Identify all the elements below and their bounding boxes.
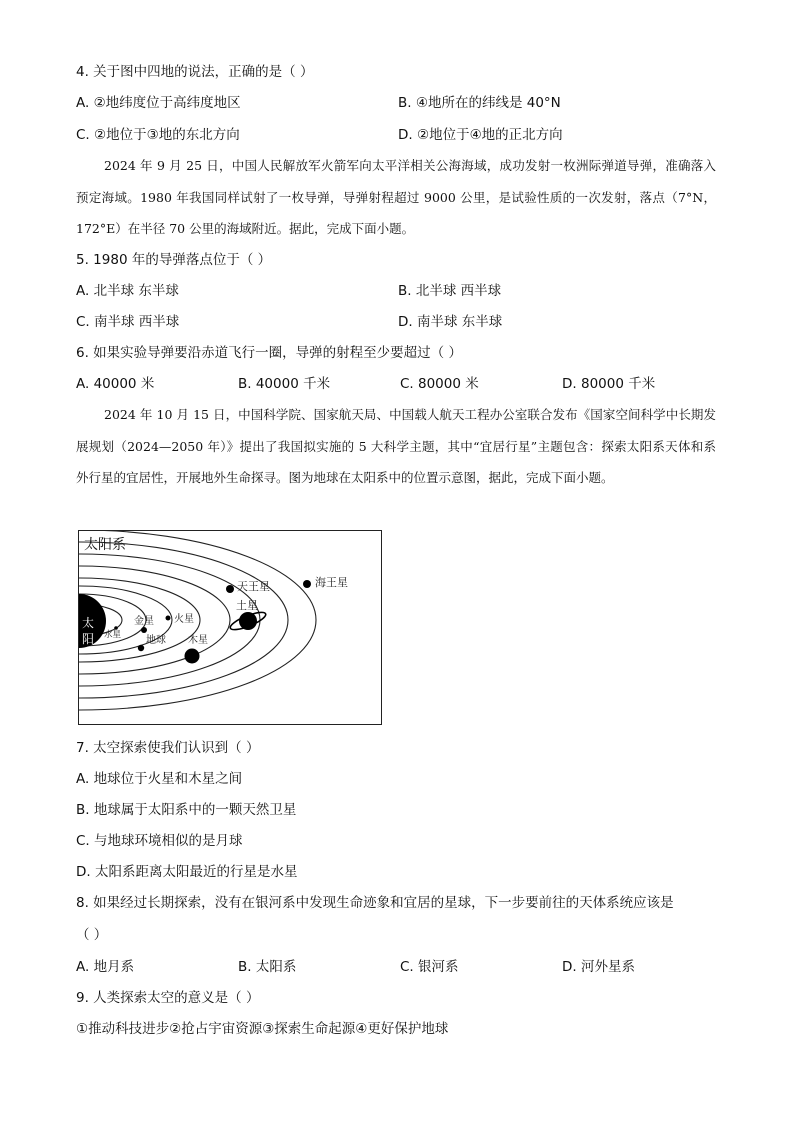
solar-system-figure [78, 530, 382, 725]
mars-label: 火星 [174, 614, 194, 625]
sun-label-1: 太 [82, 616, 95, 630]
q4-option-c: C. ②地位于③地的东北方向 [76, 127, 240, 143]
q7-option-b: B. 地球属于太阳系中的一颗天然卫星 [76, 802, 297, 818]
passage-space-plan: 2024 年 10 月 15 日，中国科学院、国家航天局、中国载人航天工程办公室联合发布《国家空间科学中长期发展规划（2024—2050 年）》提出了我国拟实施的 5 大科学主题，其中“宜居行星”主题包含：探索太阳系天体和系外行星的宜居性，开展地外生命探寻。图为地球在太阳系中的位置示意图，据此，完成下面小题。 [76, 407, 716, 485]
q6-option-d: D. 80000 千米 [562, 376, 656, 392]
q7-option-c: C. 与地球环境相似的是月球 [76, 833, 243, 849]
q8-option-b: B. 太阳系 [238, 959, 297, 975]
q6-stem: 6. 如果实验导弹要沿赤道飞行一圈，导弹的射程至少要超过（ ） [76, 345, 462, 361]
jupiter-icon [185, 649, 200, 664]
jupiter-label: 木星 [188, 635, 208, 646]
q8-option-c: C. 银河系 [400, 959, 459, 975]
q4-option-a: A. ②地纬度位于高纬度地区 [76, 95, 241, 111]
saturn-label: 土星 [236, 599, 258, 612]
q9-items: ①推动科技进步②抢占宇宙资源③探索生命起源④更好保护地球 [76, 1021, 449, 1037]
earth-label: 地球 [146, 635, 166, 646]
neptune-icon [303, 580, 311, 588]
solar-system-diagram [78, 530, 382, 725]
q7-stem: 7. 太空探索使我们认识到（ ） [76, 740, 260, 756]
q5-option-c: C. 南半球 西半球 [76, 314, 180, 330]
q7-option-d: D. 太阳系距离太阳最近的行星是水星 [76, 864, 298, 880]
q5-option-a: A. 北半球 东半球 [76, 283, 179, 299]
q8-option-d: D. 河外星系 [562, 959, 635, 975]
mercury-label: 水星 [104, 630, 122, 640]
venus-label: 金星 [134, 616, 154, 627]
q5-option-b: B. 北半球 西半球 [398, 283, 502, 299]
q6-option-b: B. 40000 千米 [238, 376, 331, 392]
q5-stem: 5. 1980 年的导弹落点位于（ ） [76, 252, 272, 268]
figure-title: 太阳系 [84, 537, 126, 553]
q8-paren: （ ） [76, 927, 108, 943]
q7-option-a: A. 地球位于火星和木星之间 [76, 771, 243, 787]
venus-icon [141, 627, 147, 633]
earth-icon [138, 645, 144, 651]
neptune-label: 海王星 [315, 576, 348, 589]
q6-option-c: C. 80000 米 [400, 376, 479, 392]
passage-missile: 2024 年 9 月 25 日，中国人民解放军火箭军向太平洋相关公海海域，成功发射一枚洲际弹道导弹，准确落入预定海域。1980 年我国同样试射了一枚导弹，导弹射程超过 9000 公里，是试验性质的一次发射，落点（7°N，172°E）在半径 70 公里的海域附近。据此，完成下面小题。 [76, 158, 716, 236]
q5-option-d: D. 南半球 东半球 [398, 314, 503, 330]
q4-option-b: B. ④地所在的纬线是 40°N [398, 95, 561, 111]
q9-stem: 9. 人类探索太空的意义是（ ） [76, 990, 260, 1006]
uranus-label: 天王星 [237, 580, 270, 593]
q8-stem: 8. 如果经过长期探索，没有在银河系中发现生命迹象和宜居的星球，下一步要前往的天体系统应该是 [76, 895, 674, 911]
q4-option-d: D. ②地位于④地的正北方向 [398, 127, 563, 143]
uranus-icon [226, 585, 234, 593]
q4-stem: 4. 关于图中四地的说法，正确的是（ ） [76, 64, 314, 80]
q6-option-a: A. 40000 米 [76, 376, 155, 392]
sun-label-2: 阳 [82, 632, 95, 646]
q8-option-a: A. 地月系 [76, 959, 135, 975]
mars-icon [166, 616, 171, 621]
